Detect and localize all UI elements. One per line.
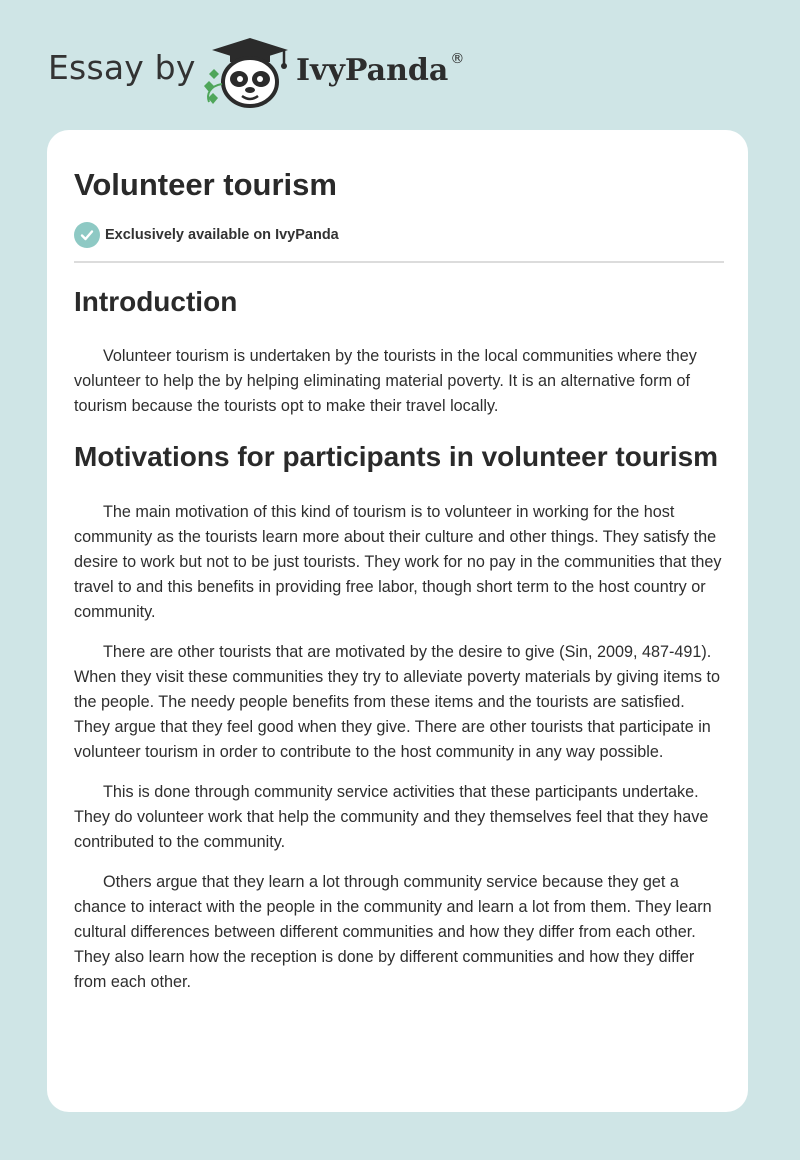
essay-by-label: Essay by bbox=[48, 48, 196, 87]
page-title: Volunteer tourism bbox=[74, 167, 337, 202]
paragraph: Volunteer tourism is undertaken by the tourists in the local communities where they volunteer to help the by helping eliminating material poverty. It is an alternative form of tourism because the tourists opt to make their travel locally. bbox=[74, 347, 697, 415]
registered-mark: ® bbox=[450, 51, 465, 67]
essay-card bbox=[47, 130, 748, 1112]
brand-name[interactable]: IvyPanda ® bbox=[296, 51, 465, 88]
exclusive-badge bbox=[74, 222, 339, 248]
paragraph: There are other tourists that are motivated by the desire to give (Sin, 2009, 487-491). When they visit these communities they try to alleviate poverty materials by giving items to the people. The needy people benefits from these items and the tourists are satisfied. They argue that they feel good when they give. There are other tourists that participate in volunteer tourism in order to contribute to the host community in any way possible. bbox=[74, 643, 720, 761]
exclusive-label: Exclusively available on IvyPanda bbox=[105, 227, 339, 243]
paragraph: The main motivation of this kind of tourism is to volunteer in working for the host community as the tourists learn more about their culture and other things. They satisfy the desire to work but not to be just tourists. They work for no pay in the communities that they travel to and this benefits in providing free labor, though short term to the host country or community. bbox=[74, 503, 722, 621]
site-header bbox=[0, 0, 800, 120]
paragraph: Others argue that they learn a lot through community service because they get a chance to interact with the people in the community and learn a lot from them. They learn cultural differences between different communities and how they differ from each other. They also learn how the reception is done by different communities and how they differ from each other. bbox=[74, 873, 712, 991]
ivypanda-logo-icon[interactable] bbox=[200, 36, 300, 110]
divider bbox=[74, 261, 724, 263]
paragraph: This is done through community service activities that these participants undertake. They do volunteer work that help the community and they themselves feel that they have contributed to the community. bbox=[74, 783, 709, 851]
section-heading-motivations: Motivations for participants in volunteer tourism bbox=[74, 441, 719, 472]
essay-body bbox=[74, 282, 724, 995]
section-heading-introduction: Introduction bbox=[74, 286, 238, 317]
check-icon bbox=[74, 222, 100, 248]
